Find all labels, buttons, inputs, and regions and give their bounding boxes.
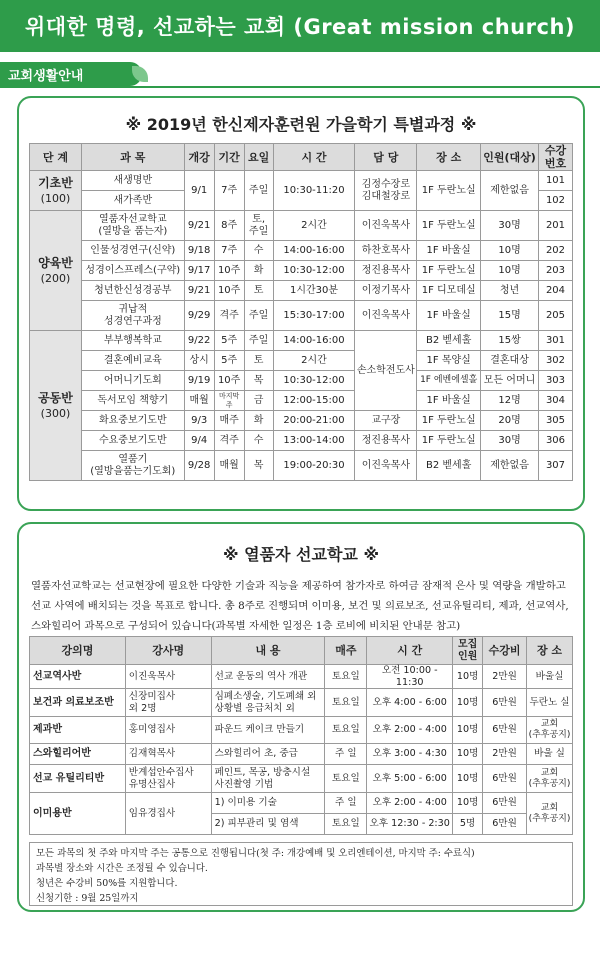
course-name: 열품자선교학교 (열방을 품는자) xyxy=(81,211,184,241)
course-code: 102 xyxy=(538,191,572,211)
place: 1F 두란노실 xyxy=(417,211,481,241)
weekday: 토 xyxy=(244,351,273,371)
column-header: 단 계 xyxy=(30,144,82,171)
capacity: 15쌍 xyxy=(481,331,539,351)
course-name: 인물성경연구(신약) xyxy=(81,241,184,261)
course-name: 독서모임 책향기 xyxy=(81,391,184,411)
time: 15:30-17:00 xyxy=(273,301,355,331)
staff: 정진용목사 xyxy=(355,431,417,451)
course-code: 307 xyxy=(538,451,572,481)
seats: 10명 xyxy=(453,744,483,765)
time: 오전 10:00 - 11:30 xyxy=(367,665,453,689)
teacher: 반계섭안수집사 유명산집사 xyxy=(125,765,211,793)
place: 1F 바울실 xyxy=(417,391,481,411)
time: 13:00-14:00 xyxy=(273,431,355,451)
fee: 6만원 xyxy=(483,793,527,814)
weekday: 주일 xyxy=(244,331,273,351)
course-code: 202 xyxy=(538,241,572,261)
teacher: 홍미영집사 xyxy=(125,717,211,744)
staff: 이진욱목사 xyxy=(355,211,417,241)
table-row xyxy=(30,301,573,331)
staff: 교구장 xyxy=(355,411,417,431)
period: 7주 xyxy=(214,171,244,211)
course-code: 204 xyxy=(538,281,572,301)
note-line: 과목별 장소와 시간은 조정될 수 있습니다. xyxy=(36,863,208,874)
lecture-name: 이미용반 xyxy=(30,793,126,835)
note-line: 청년은 수강비 50%를 지원합니다. xyxy=(36,878,178,889)
program-box xyxy=(17,96,585,511)
capacity: 30명 xyxy=(481,431,539,451)
weekday: 토요일 xyxy=(325,814,367,835)
place: 1F 두란노실 xyxy=(417,171,481,211)
period: 매주 xyxy=(214,411,244,431)
section-tab xyxy=(0,62,142,86)
course-code: 302 xyxy=(538,351,572,371)
program-title: ※ 2019년 한신제자훈련원 가을학기 특별과정 ※ xyxy=(125,115,477,134)
course-code: 304 xyxy=(538,391,572,411)
capacity: 모든 어머니 xyxy=(481,371,539,391)
banner-title: 위대한 명령, 선교하는 교회 (Great mission church) xyxy=(25,15,575,39)
period: 10주 xyxy=(214,261,244,281)
start-date: 상시 xyxy=(184,351,214,371)
start-date: 9/17 xyxy=(184,261,214,281)
column-header: 담 당 xyxy=(355,144,417,171)
place: 1F 두란노실 xyxy=(417,261,481,281)
lecture-name: 제과반 xyxy=(30,717,126,744)
time: 14:00-16:00 xyxy=(273,241,355,261)
start-date: 9/21 xyxy=(184,281,214,301)
staff: 김정수장로 김대철장로 xyxy=(355,171,417,211)
start-date: 9/18 xyxy=(184,241,214,261)
table-row xyxy=(30,665,573,689)
place: 바울 실 xyxy=(527,744,573,765)
weekday: 토요일 xyxy=(325,665,367,689)
weekday: 주일 xyxy=(244,301,273,331)
weekday: 수 xyxy=(244,241,273,261)
time: 19:00-20:30 xyxy=(273,451,355,481)
table-row xyxy=(30,793,573,814)
place: 교회 (추후공지) xyxy=(527,717,573,744)
place: 교회 (추후공지) xyxy=(527,793,573,835)
column-header: 매주 xyxy=(325,637,367,665)
table-row xyxy=(30,717,573,744)
start-date: 9/4 xyxy=(184,431,214,451)
level-community: 공동반 (300) xyxy=(30,331,82,481)
table-row xyxy=(30,451,573,481)
place: 1F 두란노실 xyxy=(417,431,481,451)
start-date: 9/1 xyxy=(184,171,214,211)
column-header: 장 소 xyxy=(527,637,573,665)
content: 페인트, 목공, 방충시설 사진촬영 기법 xyxy=(211,765,325,793)
column-header: 강사명 xyxy=(125,637,211,665)
period: 10주 xyxy=(214,371,244,391)
table-header-row xyxy=(30,637,573,665)
mission-school-table xyxy=(29,636,573,835)
start-date: 9/28 xyxy=(184,451,214,481)
table-row xyxy=(30,765,573,793)
content: 심폐소생술, 기도폐쇄 외 상황별 응급처치 외 xyxy=(211,689,325,717)
weekday: 목 xyxy=(244,371,273,391)
capacity: 10명 xyxy=(481,241,539,261)
period: 5주 xyxy=(214,331,244,351)
seats: 5명 xyxy=(453,814,483,835)
table-row xyxy=(30,241,573,261)
section-tab-label: 교회생활안내 xyxy=(8,68,84,84)
column-header: 요일 xyxy=(244,144,273,171)
weekday: 주 일 xyxy=(325,793,367,814)
teacher: 신장미집사 외 2명 xyxy=(125,689,211,717)
fee: 6만원 xyxy=(483,717,527,744)
lecture-name: 보건과 의료보조반 xyxy=(30,689,126,717)
column-header: 장 소 xyxy=(417,144,481,171)
column-header: 강의명 xyxy=(30,637,126,665)
course-name: 어머니기도회 xyxy=(81,371,184,391)
course-name: 성경이스프레스(구약) xyxy=(81,261,184,281)
content: 1) 이미용 기술 xyxy=(211,793,325,814)
place: 1F 디모데실 xyxy=(417,281,481,301)
content: 2) 피부관리 및 염색 xyxy=(211,814,325,835)
fee: 6만원 xyxy=(483,765,527,793)
teacher: 임유경집사 xyxy=(125,793,211,835)
time: 2시간 xyxy=(273,351,355,371)
period: 매월 xyxy=(214,451,244,481)
column-header: 개강 xyxy=(184,144,214,171)
column-header: 과 목 xyxy=(81,144,184,171)
weekday: 토요일 xyxy=(325,765,367,793)
staff: 정진용목사 xyxy=(355,261,417,281)
start-date: 9/22 xyxy=(184,331,214,351)
section-divider xyxy=(0,86,600,88)
table-row xyxy=(30,281,573,301)
course-code: 205 xyxy=(538,301,572,331)
capacity: 제한없음 xyxy=(481,171,539,211)
course-code: 301 xyxy=(538,331,572,351)
notes-box xyxy=(29,842,573,906)
weekday: 토요일 xyxy=(325,717,367,744)
capacity: 10명 xyxy=(481,261,539,281)
fee: 2만원 xyxy=(483,744,527,765)
capacity: 결혼대상 xyxy=(481,351,539,371)
start-date: 9/21 xyxy=(184,211,214,241)
seats: 10명 xyxy=(453,665,483,689)
course-code: 305 xyxy=(538,411,572,431)
place: 1F 바울실 xyxy=(417,241,481,261)
column-header: 시 간 xyxy=(273,144,355,171)
period: 7주 xyxy=(214,241,244,261)
table-row xyxy=(30,331,573,351)
staff: 이진욱목사 xyxy=(355,451,417,481)
table-row xyxy=(30,171,573,191)
place: 1F 두란노실 xyxy=(417,411,481,431)
course-name: 귀납적 성경연구과정 xyxy=(81,301,184,331)
weekday: 토요일 xyxy=(325,689,367,717)
weekday: 토, 주일 xyxy=(244,211,273,241)
time: 오후 12:30 - 2:30 xyxy=(367,814,453,835)
capacity: 12명 xyxy=(481,391,539,411)
level-basic: 기초반 (100) xyxy=(30,171,82,211)
period: 마지막주 xyxy=(214,391,244,411)
lecture-name: 선교 유틸리티반 xyxy=(30,765,126,793)
start-date: 9/29 xyxy=(184,301,214,331)
time: 오후 2:00 - 4:00 xyxy=(367,793,453,814)
table-row xyxy=(30,411,573,431)
place: 두란노 실 xyxy=(527,689,573,717)
seats: 10명 xyxy=(453,793,483,814)
table-row xyxy=(30,744,573,765)
column-header: 내 용 xyxy=(211,637,325,665)
course-name: 새가족반 xyxy=(81,191,184,211)
teacher: 이진욱목사 xyxy=(125,665,211,689)
table-row xyxy=(30,371,573,391)
page-banner xyxy=(0,0,600,52)
time: 10:30-12:00 xyxy=(273,261,355,281)
course-name: 새생명반 xyxy=(81,171,184,191)
course-name: 수요중보기도반 xyxy=(81,431,184,451)
column-header: 시 간 xyxy=(367,637,453,665)
place: B2 벧세홀 xyxy=(417,331,481,351)
course-name: 열품기 (열방을품는기도회) xyxy=(81,451,184,481)
column-header: 기간 xyxy=(214,144,244,171)
time: 2시간 xyxy=(273,211,355,241)
course-code: 201 xyxy=(538,211,572,241)
mission-school-intro: 열품자선교학교는 선교현장에 필요한 다양한 기술과 직능을 제공하여 참가자로 하여금 잠재적 은사 및 역량을 개발하고 선교 사역에 배치되는 것을 목표로 합니다. 총 8주로 진행되며 이미용, 보건 및 의료보조, 선교유틸리티, 제과, 선교역사, 스와힐리어 과목으로 구성되어 있습니다(과목별 자세한 일정은 1층 로비에 비치된 안내문 참고) xyxy=(31,580,569,632)
note-line: 모든 과목의 첫 주와 마지막 주는 공통으로 진행됩니다(첫 주: 개강예배 및 오리엔테이션, 마지막 주: 수료식) xyxy=(36,848,475,859)
capacity: 제한없음 xyxy=(481,451,539,481)
capacity: 15명 xyxy=(481,301,539,331)
lecture-name: 스와힐리어반 xyxy=(30,744,126,765)
teacher: 김재혁목사 xyxy=(125,744,211,765)
table-row xyxy=(30,261,573,281)
capacity: 청년 xyxy=(481,281,539,301)
start-date: 매월 xyxy=(184,391,214,411)
capacity: 20명 xyxy=(481,411,539,431)
period: 10주 xyxy=(214,281,244,301)
period: 5주 xyxy=(214,351,244,371)
seats: 10명 xyxy=(453,689,483,717)
column-header: 수강번호 xyxy=(538,144,572,171)
weekday: 금 xyxy=(244,391,273,411)
mission-school-title: ※ 열품자 선교학교 ※ xyxy=(222,545,379,564)
course-code: 101 xyxy=(538,171,572,191)
course-code: 203 xyxy=(538,261,572,281)
place: 1F 에벤에셀홀 xyxy=(417,371,481,391)
place: 1F 바울실 xyxy=(417,301,481,331)
time: 오후 5:00 - 6:00 xyxy=(367,765,453,793)
period: 격주 xyxy=(214,301,244,331)
course-name: 화요중보기도반 xyxy=(81,411,184,431)
column-header: 모집 인원 xyxy=(453,637,483,665)
level-nurture: 양육반 (200) xyxy=(30,211,82,331)
time: 1시간30분 xyxy=(273,281,355,301)
period: 8주 xyxy=(214,211,244,241)
program-table xyxy=(29,143,573,481)
table-row xyxy=(30,431,573,451)
weekday: 화 xyxy=(244,411,273,431)
weekday: 주 일 xyxy=(325,744,367,765)
course-name: 부부행복학교 xyxy=(81,331,184,351)
start-date: 9/3 xyxy=(184,411,214,431)
time: 12:00-15:00 xyxy=(273,391,355,411)
table-row xyxy=(30,211,573,241)
time: 14:00-16:00 xyxy=(273,331,355,351)
table-row xyxy=(30,689,573,717)
staff: 하찬호목사 xyxy=(355,241,417,261)
weekday: 토 xyxy=(244,281,273,301)
weekday: 수 xyxy=(244,431,273,451)
place: 교회 (추후공지) xyxy=(527,765,573,793)
course-code: 303 xyxy=(538,371,572,391)
time: 10:30-12:00 xyxy=(273,371,355,391)
place: 1F 목양실 xyxy=(417,351,481,371)
place: B2 벧세홀 xyxy=(417,451,481,481)
period: 격주 xyxy=(214,431,244,451)
fee: 6만원 xyxy=(483,689,527,717)
column-header: 수강비 xyxy=(483,637,527,665)
staff: 이정기목사 xyxy=(355,281,417,301)
fee: 6만원 xyxy=(483,814,527,835)
time: 10:30-11:20 xyxy=(273,171,355,211)
capacity: 30명 xyxy=(481,211,539,241)
lecture-name: 선교역사반 xyxy=(30,665,126,689)
course-name: 청년한신성경공부 xyxy=(81,281,184,301)
content: 스와힐리어 초, 중급 xyxy=(211,744,325,765)
weekday: 주일 xyxy=(244,171,273,211)
table-row xyxy=(30,391,573,411)
time: 오후 2:00 - 4:00 xyxy=(367,717,453,744)
fee: 2만원 xyxy=(483,665,527,689)
staff: 손소학전도사 xyxy=(355,331,417,411)
weekday: 화 xyxy=(244,261,273,281)
note-line: 신청기한 : 9월 25일까지 xyxy=(36,893,139,904)
course-name: 결혼예비교육 xyxy=(81,351,184,371)
leaf-icon xyxy=(132,66,148,82)
place: 바울실 xyxy=(527,665,573,689)
time: 20:00-21:00 xyxy=(273,411,355,431)
time: 오후 4:00 - 6:00 xyxy=(367,689,453,717)
content: 선교 운동의 역사 개관 xyxy=(211,665,325,689)
column-header: 인원(대상) xyxy=(481,144,539,171)
mission-school-box xyxy=(17,522,585,912)
time: 오후 3:00 - 4:30 xyxy=(367,744,453,765)
seats: 10명 xyxy=(453,765,483,793)
content: 파운드 케이크 만들기 xyxy=(211,717,325,744)
staff: 이진욱목사 xyxy=(355,301,417,331)
table-header-row xyxy=(30,144,573,171)
weekday: 목 xyxy=(244,451,273,481)
seats: 10명 xyxy=(453,717,483,744)
start-date: 9/19 xyxy=(184,371,214,391)
course-code: 306 xyxy=(538,431,572,451)
table-row xyxy=(30,351,573,371)
